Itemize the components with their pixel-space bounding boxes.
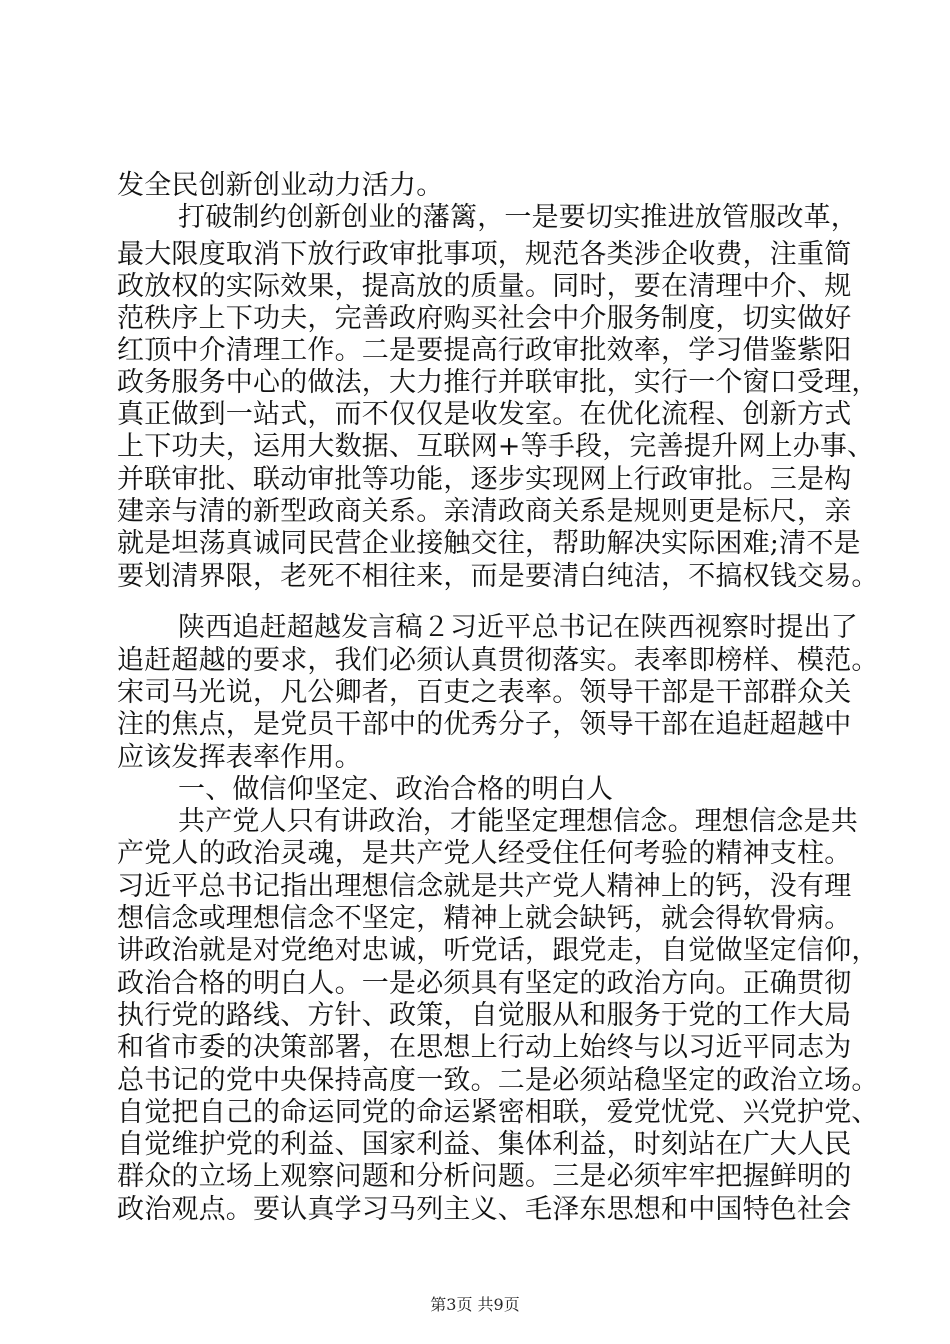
text-line: 讲政治就是对党绝对忠诚，听党话，跟党走，自觉做坚定信仰，	[117, 935, 879, 966]
text-line: 最大限度取消下放行政审批事项，规范各类涉企收费，注重简	[117, 239, 852, 270]
text-line: 和省市委的决策部署，在思想上行动上始终与以习近平同志为	[117, 1032, 852, 1063]
text-line: 政治合格的明白人。一是必须具有坚定的政治方向。正确贯彻	[117, 968, 852, 999]
text-line: 要划清界限，老死不相往来，而是要清白纯洁，不搞权钱交易。	[117, 561, 879, 592]
text-line: 红顶中介清理工作。二是要提高行政审批效率，学习借鉴紫阳	[117, 335, 852, 366]
text-line: 执行党的路线、方针、政策，自觉服从和服务于党的工作大局	[117, 1000, 852, 1031]
paragraph-first-line: 打破制约创新创业的藩篱，一是要切实推进放管服改革，	[178, 202, 858, 233]
text-line: 应该发挥表率作用。	[117, 742, 362, 773]
text-line: 习近平总书记指出理想信念就是共产党人精神上的钙，没有理	[117, 871, 852, 902]
text-line: 想信念或理想信念不坚定，精神上就会缺钙，就会得软骨病。	[117, 903, 852, 934]
text-line: 宋司马光说，凡公卿者，百吏之表率。领导干部是干部群众关	[117, 677, 852, 708]
text-line: 建亲与清的新型政商关系。亲清政商关系是规则更是标尺，亲	[117, 496, 852, 527]
text-line: 追赶超越的要求，我们必须认真贯彻落实。表率即榜样、模范。	[117, 645, 879, 676]
text-line: 政放权的实际效果，提高放的质量。同时，要在清理中介、规	[117, 271, 852, 302]
text-line: 自觉维护党的利益、国家利益、集体利益，时刻站在广大人民	[117, 1129, 852, 1160]
section-heading: 一、做信仰坚定、政治合格的明白人	[178, 774, 614, 805]
text-line: 群众的立场上观察问题和分析问题。三是必须牢牢把握鲜明的	[117, 1161, 852, 1192]
text-line: 自觉把自己的命运同党的命运紧密相联，爱党忧党、兴党护党、	[117, 1097, 879, 1128]
paragraph-first-line: 陕西追赶超越发言稿２习近平总书记在陕西视察时提出了	[178, 612, 858, 643]
text-line: 范秩序上下功夫，完善政府购买社会中介服务制度，切实做好	[117, 303, 852, 334]
text-line: 发全民创新创业动力活力。	[117, 170, 444, 201]
text-line: 上下功夫，运用大数据、互联网+等手段，完善提升网上办事、	[117, 431, 875, 462]
text-line: 政治观点。要认真学习马列主义、毛泽东思想和中国特色社会	[117, 1194, 852, 1225]
text-line: 产党人的政治灵魂，是共产党人经受住任何考验的精神支柱。	[117, 838, 852, 869]
text-line: 总书记的党中央保持高度一致。二是必须站稳坚定的政治立场。	[117, 1065, 879, 1096]
paragraph-first-line: 共产党人只有讲政治，才能坚定理想信念。理想信念是共	[178, 806, 858, 837]
text-line: 并联审批、联动审批等功能，逐步实现网上行政审批。三是构	[117, 464, 852, 495]
text-line: 政务服务中心的做法，大力推行并联审批，实行一个窗口受理，	[117, 367, 879, 398]
text-line: 注的焦点，是党员干部中的优秀分子，领导干部在追赶超越中	[117, 709, 852, 740]
text-line: 真正做到一站式，而不仅仅是收发室。在优化流程、创新方式	[117, 399, 852, 430]
text-line: 就是坦荡真诚同民营企业接触交往，帮助解决实际困难;清不是	[117, 528, 861, 559]
page-number-footer: 第3页 共9页	[430, 1295, 520, 1314]
